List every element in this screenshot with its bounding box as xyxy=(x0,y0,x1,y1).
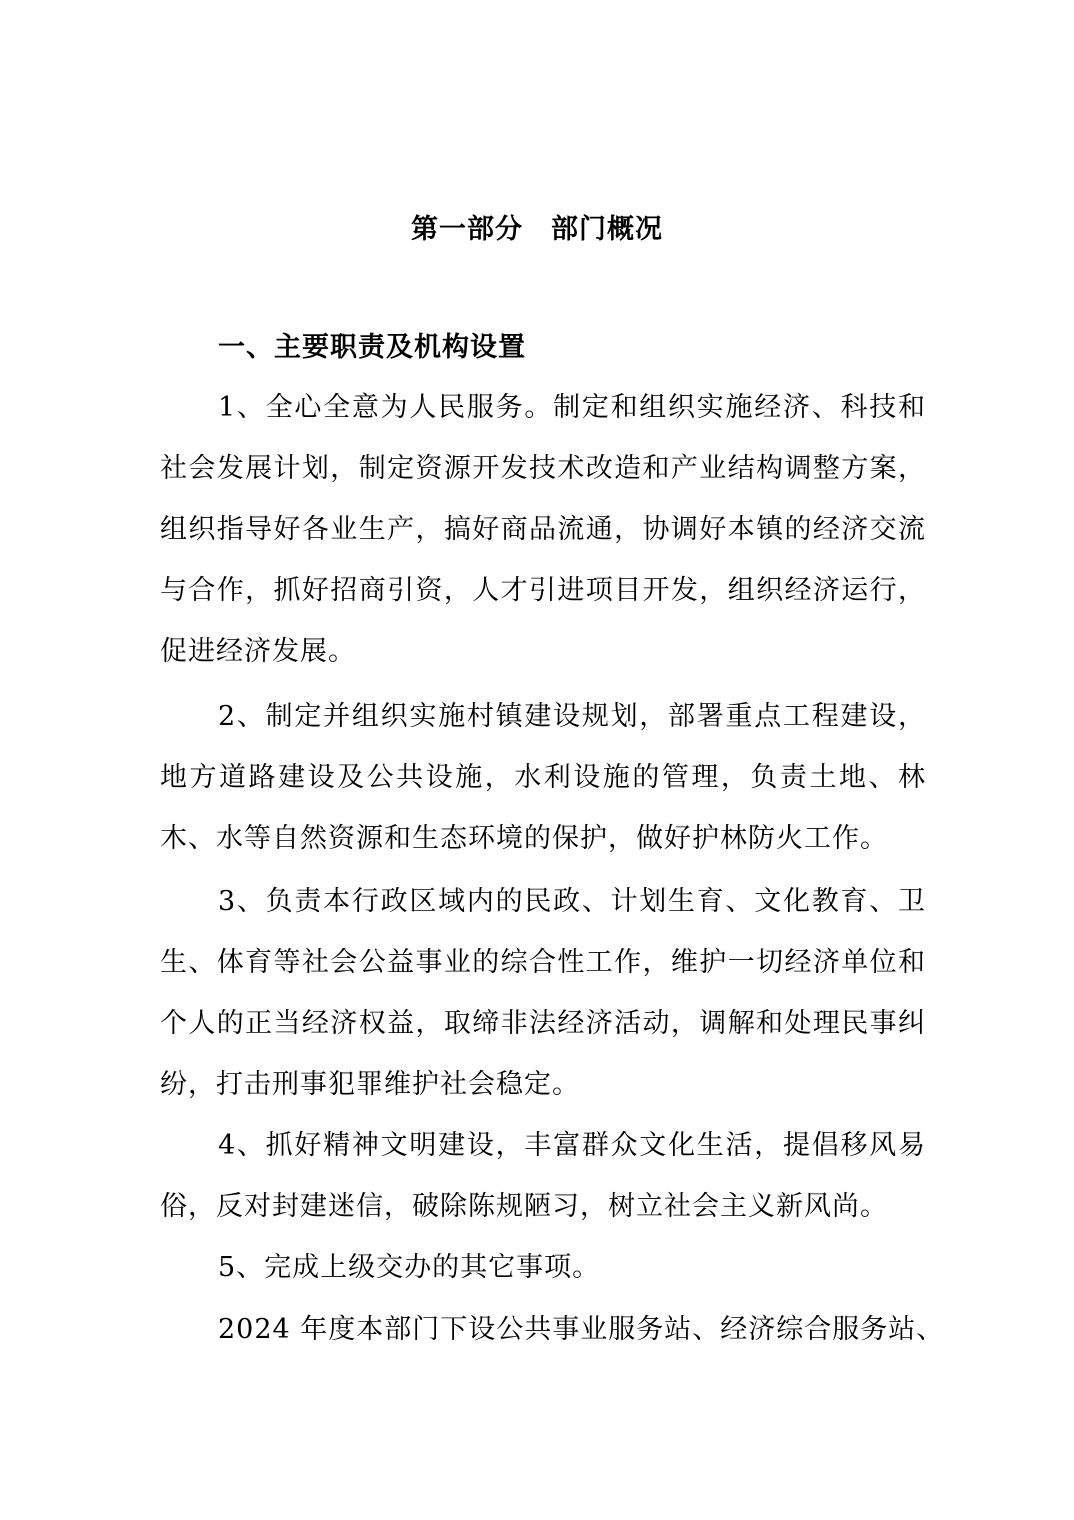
paragraph-duty-3: 3、负责本行政区域内的民政、计划生育、文化教育、卫生、体育等社会公益事业的综合性工作，维护一切经济单位和个人的正当经济权益，取缔非法经济活动，调解和处理民事纠纷，打击刑事犯罪维护社会稳定。 xyxy=(160,886,926,1100)
paragraph-duty-5: 5、完成上级交办的其它事项。 xyxy=(218,1252,601,1283)
paragraph-duty-4: 4、抓好精神文明建设，丰富群众文化生活，提倡移风易俗，反对封建迷信，破除陈规陋习，树立社会主义新风尚。 xyxy=(160,1130,926,1222)
paragraph-organization: 2024 年度本部门下设公共事业服务站、经济综合服务站、 xyxy=(218,1314,945,1345)
section-heading: 一、主要职责及机构设置 xyxy=(218,332,526,363)
paragraph-duty-1: 1、全心全意为人民服务。制定和组织实施经济、科技和社会发展计划，制定资源开发技术改造和产业结构调整方案，组织指导好各业生产，搞好商品流通，协调好本镇的经济交流与合作，抓好招商引资，人才引进项目开发，组织经济运行，促进经济发展。 xyxy=(160,392,926,667)
page-title: 第一部分 部门概况 xyxy=(411,214,663,245)
paragraph-duty-2: 2、制定并组织实施村镇建设规划，部署重点工程建设，地方道路建设及公共设施，水利设施的管理，负责土地、林木、水等自然资源和生态环境的保护，做好护林防火工作。 xyxy=(160,701,926,854)
